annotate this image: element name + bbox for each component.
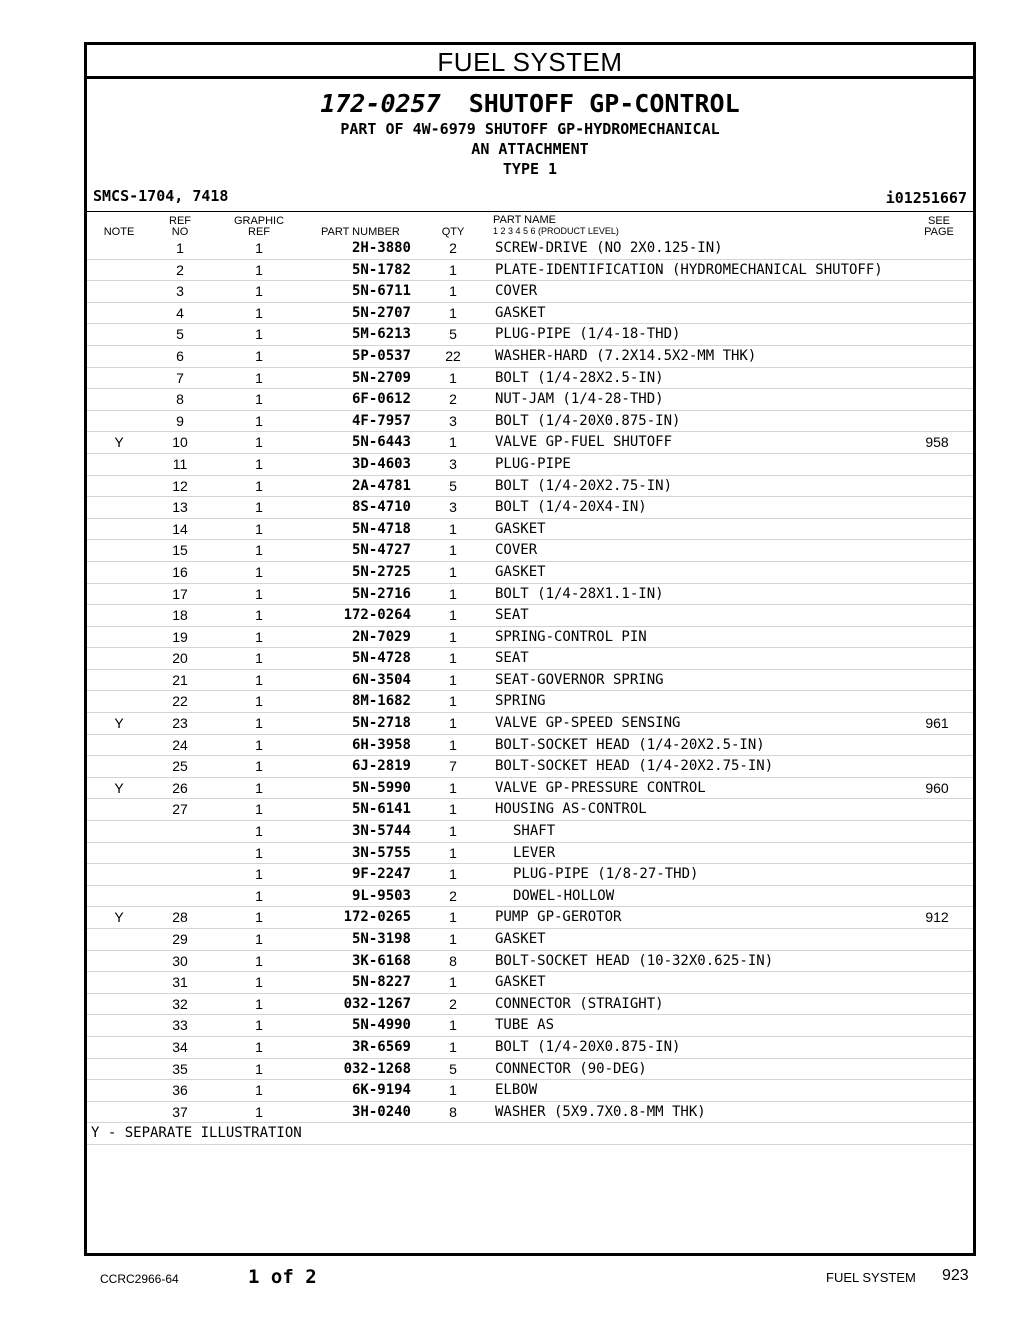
row-part-name: DOWEL-HOLLOW xyxy=(513,887,615,904)
row-part-name: BOLT (1/4-28X2.5-IN) xyxy=(495,369,664,386)
row-qty: 5 xyxy=(449,326,457,343)
row-part-name: GASKET xyxy=(495,931,546,947)
row-graphic-ref: 1 xyxy=(255,369,263,386)
col-see-top: SEE xyxy=(927,215,950,227)
row-part-number: 5N-8227 xyxy=(351,974,411,991)
row-part-number: 032-1267 xyxy=(343,995,411,1012)
row-ref-no: 36 xyxy=(172,1082,188,1099)
row-qty: 1 xyxy=(449,931,457,947)
table-row xyxy=(87,907,973,929)
row-part-number: 4F-7957 xyxy=(351,412,411,429)
row-part-name: WASHER (5X9.7X0.8-MM THK) xyxy=(495,1103,706,1120)
row-see-page: 960 xyxy=(925,779,949,796)
row-part-name: BOLT (1/4-20X0.875-IN) xyxy=(495,1038,681,1055)
row-ref-no: 16 xyxy=(172,563,188,580)
row-part-number: 5N-5990 xyxy=(351,779,411,796)
row-graphic-ref: 1 xyxy=(255,1103,263,1120)
row-qty: 5 xyxy=(449,1060,457,1077)
row-qty: 1 xyxy=(449,628,457,645)
col-part-number: PART NUMBER xyxy=(321,226,400,238)
col-graphic-top: GRAPHIC xyxy=(233,215,285,227)
row-graphic-ref: 1 xyxy=(255,715,263,732)
table-row xyxy=(87,324,973,346)
table-row xyxy=(87,540,973,562)
table-row xyxy=(87,497,973,519)
row-qty: 1 xyxy=(449,1082,457,1099)
table-row xyxy=(87,346,973,368)
row-ref-no: 20 xyxy=(172,650,188,667)
row-part-name: BOLT-SOCKET HEAD (1/4-20X2.75-IN) xyxy=(495,758,774,775)
row-ref-no: 11 xyxy=(172,455,188,472)
row-part-number: 5N-2707 xyxy=(351,304,411,321)
row-ref-no: 3 xyxy=(176,283,184,300)
row-graphic-ref: 1 xyxy=(255,455,263,472)
row-ref-no: 13 xyxy=(172,499,188,516)
table-row xyxy=(87,1037,973,1059)
row-part-number: 3D-4603 xyxy=(351,455,411,472)
row-part-name: COVER xyxy=(495,542,538,559)
page-of: 1 of 2 xyxy=(248,1266,317,1288)
row-part-name: COVER xyxy=(495,283,538,300)
row-graphic-ref: 1 xyxy=(255,823,263,840)
row-qty: 1 xyxy=(449,369,457,386)
row-ref-no: 15 xyxy=(172,542,188,559)
row-part-name: PLATE-IDENTIFICATION (HYDROMECHANICAL SHUTOFF) xyxy=(495,261,883,278)
row-part-number: 5N-4990 xyxy=(351,1017,411,1034)
row-part-number: 6N-3504 xyxy=(351,671,411,688)
row-part-number: 5N-4718 xyxy=(351,520,411,537)
row-graphic-ref: 1 xyxy=(255,607,263,624)
table-row xyxy=(87,562,973,584)
heading-line-1: PART OF 4W-6979 SHUTOFF GP-HYDROMECHANICAL xyxy=(340,120,720,138)
row-graphic-ref: 1 xyxy=(255,909,263,926)
row-qty: 1 xyxy=(449,563,457,580)
row-part-number: 5N-2709 xyxy=(351,369,411,386)
table-row xyxy=(87,605,973,627)
row-graphic-ref: 1 xyxy=(255,499,263,516)
row-part-number: 8S-4710 xyxy=(351,499,411,516)
row-graphic-ref: 1 xyxy=(255,866,263,883)
row-ref-no: 33 xyxy=(172,1017,188,1034)
row-qty: 1 xyxy=(449,1017,457,1034)
row-ref-no: 7 xyxy=(176,369,184,386)
group-heading xyxy=(87,89,973,179)
parts-table xyxy=(87,238,973,1145)
table-row xyxy=(87,648,973,670)
row-ref-no: 34 xyxy=(172,1038,188,1055)
row-part-number: 2H-3880 xyxy=(351,240,411,256)
group-name: SHUTOFF GP-CONTROL xyxy=(468,89,740,118)
row-graphic-ref: 1 xyxy=(255,391,263,408)
row-part-number: 6F-0612 xyxy=(351,391,411,408)
row-part-name: PLUG-PIPE (1/8-27-THD) xyxy=(513,866,699,883)
table-row xyxy=(87,432,973,454)
row-part-name: PLUG-PIPE (1/4-18-THD) xyxy=(495,326,681,343)
row-part-number: 3N-5755 xyxy=(351,844,411,861)
table-row xyxy=(87,994,973,1016)
row-ref-no: 17 xyxy=(172,585,188,602)
row-ref-no: 30 xyxy=(172,952,188,969)
row-graphic-ref: 1 xyxy=(255,477,263,494)
row-part-name: NUT-JAM (1/4-28-THD) xyxy=(495,391,664,408)
row-qty: 3 xyxy=(449,499,457,516)
table-row xyxy=(87,821,973,843)
row-part-number: 5N-2716 xyxy=(351,585,411,602)
table-row xyxy=(87,303,973,325)
row-ref-no: 21 xyxy=(172,671,188,688)
row-qty: 1 xyxy=(449,909,457,926)
section-title: FUEL SYSTEM xyxy=(87,45,973,79)
row-part-name: SEAT-GOVERNOR SPRING xyxy=(495,671,664,688)
row-part-name: BOLT (1/4-28X1.1-IN) xyxy=(495,585,664,602)
row-graphic-ref: 1 xyxy=(255,240,263,256)
table-row xyxy=(87,368,973,390)
row-qty: 1 xyxy=(449,779,457,796)
row-part-number: 5M-6213 xyxy=(351,326,411,343)
row-part-number: 9L-9503 xyxy=(351,887,411,904)
row-part-name: PLUG-PIPE xyxy=(495,455,571,472)
row-part-number: 3R-6569 xyxy=(351,1038,411,1055)
row-qty: 1 xyxy=(449,736,457,753)
row-part-name: WASHER-HARD (7.2X14.5X2-MM THK) xyxy=(495,347,757,364)
row-graphic-ref: 1 xyxy=(255,736,263,753)
table-row xyxy=(87,627,973,649)
row-graphic-ref: 1 xyxy=(255,434,263,451)
row-qty: 1 xyxy=(449,607,457,624)
table-row xyxy=(87,691,973,713)
table-row xyxy=(87,843,973,865)
row-note: Y xyxy=(114,434,124,451)
row-qty: 1 xyxy=(449,844,457,861)
row-part-number: 3N-5744 xyxy=(351,823,411,840)
footnote: Y - SEPARATE ILLUSTRATION xyxy=(91,1125,302,1142)
row-graphic-ref: 1 xyxy=(255,887,263,904)
row-graphic-ref: 1 xyxy=(255,931,263,947)
row-note: Y xyxy=(114,715,124,732)
row-graphic-ref: 1 xyxy=(255,585,263,602)
row-ref-no: 8 xyxy=(176,391,184,408)
row-qty: 1 xyxy=(449,801,457,818)
row-part-name: BOLT (1/4-20X0.875-IN) xyxy=(495,412,681,429)
table-row xyxy=(87,238,973,260)
row-part-number: 5N-1782 xyxy=(351,261,411,278)
row-graphic-ref: 1 xyxy=(255,801,263,818)
row-part-name: BOLT-SOCKET HEAD (10-32X0.625-IN) xyxy=(495,952,774,969)
row-qty: 1 xyxy=(449,283,457,300)
table-row xyxy=(87,929,973,951)
row-part-name: VALVE GP-FUEL SHUTOFF xyxy=(495,434,673,451)
row-graphic-ref: 1 xyxy=(255,844,263,861)
row-see-page: 958 xyxy=(925,434,949,451)
heading-line-2: AN ATTACHMENT xyxy=(471,140,589,158)
row-qty: 8 xyxy=(449,1103,457,1120)
row-graphic-ref: 1 xyxy=(255,261,263,278)
table-row xyxy=(87,972,973,994)
table-row xyxy=(87,713,973,735)
row-part-name: GASKET xyxy=(495,974,546,991)
table-row xyxy=(87,260,973,282)
row-qty: 2 xyxy=(449,995,457,1012)
table-row xyxy=(87,389,973,411)
table-row xyxy=(87,735,973,757)
row-qty: 7 xyxy=(449,758,457,775)
row-part-name: VALVE GP-PRESSURE CONTROL xyxy=(495,779,706,796)
row-ref-no: 37 xyxy=(172,1103,188,1120)
col-part-name: PART NAME xyxy=(493,214,556,226)
row-ref-no: 31 xyxy=(172,974,188,991)
row-graphic-ref: 1 xyxy=(255,304,263,321)
row-graphic-ref: 1 xyxy=(255,520,263,537)
row-ref-no: 1 xyxy=(176,240,184,256)
page-footer xyxy=(0,1266,1020,1290)
row-graphic-ref: 1 xyxy=(255,779,263,796)
row-part-number: 172-0264 xyxy=(343,607,411,624)
page-number: 923 xyxy=(942,1267,969,1284)
row-graphic-ref: 1 xyxy=(255,650,263,667)
row-qty: 1 xyxy=(449,1038,457,1055)
row-qty: 5 xyxy=(449,477,457,494)
table-row xyxy=(87,951,973,973)
row-part-number: 5N-6443 xyxy=(351,434,411,451)
row-part-number: 6K-9194 xyxy=(351,1082,411,1099)
row-part-name: SEAT xyxy=(495,607,529,624)
row-qty: 1 xyxy=(449,715,457,732)
row-graphic-ref: 1 xyxy=(255,326,263,343)
row-note: Y xyxy=(114,779,124,796)
row-note: Y xyxy=(114,909,124,926)
row-qty: 1 xyxy=(449,650,457,667)
row-graphic-ref: 1 xyxy=(255,1038,263,1055)
row-part-name: SPRING xyxy=(495,693,546,710)
row-qty: 1 xyxy=(449,693,457,710)
row-qty: 1 xyxy=(449,261,457,278)
row-ref-no: 27 xyxy=(172,801,188,818)
table-row xyxy=(87,1059,973,1081)
table-row xyxy=(87,1015,973,1037)
row-graphic-ref: 1 xyxy=(255,542,263,559)
table-row xyxy=(87,476,973,498)
row-qty: 1 xyxy=(449,823,457,840)
row-ref-no: 24 xyxy=(172,736,188,753)
row-graphic-ref: 1 xyxy=(255,671,263,688)
row-graphic-ref: 1 xyxy=(255,758,263,775)
row-qty: 2 xyxy=(449,391,457,408)
table-row xyxy=(87,584,973,606)
row-part-name: GASKET xyxy=(495,563,546,580)
row-part-number: 6J-2819 xyxy=(351,758,411,775)
row-part-name: CONNECTOR (90-DEG) xyxy=(495,1060,647,1077)
col-note: NOTE xyxy=(103,226,135,238)
table-row xyxy=(87,864,973,886)
row-qty: 22 xyxy=(445,347,461,364)
row-qty: 1 xyxy=(449,974,457,991)
row-graphic-ref: 1 xyxy=(255,283,263,300)
row-ref-no: 9 xyxy=(176,412,184,429)
table-row xyxy=(87,778,973,800)
row-ref-no: 19 xyxy=(172,628,188,645)
document-code: CCRC2966-64 xyxy=(100,1272,179,1286)
row-part-name: TUBE AS xyxy=(495,1017,555,1034)
row-part-name: SHAFT xyxy=(513,823,556,840)
row-see-page: 961 xyxy=(925,715,949,732)
row-ref-no: 14 xyxy=(172,520,188,537)
smcs-code: SMCS-1704, 7418 xyxy=(93,187,229,205)
row-qty: 1 xyxy=(449,520,457,537)
row-part-number: 172-0265 xyxy=(343,909,411,926)
row-part-number: 5P-0537 xyxy=(351,347,411,364)
row-part-name: CONNECTOR (STRAIGHT) xyxy=(495,995,664,1012)
row-ref-no: 4 xyxy=(176,304,184,321)
row-qty: 1 xyxy=(449,585,457,602)
row-part-number: 3H-0240 xyxy=(351,1103,411,1120)
row-ref-no: 12 xyxy=(172,477,188,494)
row-part-name: BOLT-SOCKET HEAD (1/4-20X2.5-IN) xyxy=(495,736,765,753)
col-graphic-bottom: REF xyxy=(248,226,270,238)
row-ref-no: 2 xyxy=(176,261,184,278)
table-row xyxy=(87,519,973,541)
smcs-row xyxy=(93,185,967,207)
row-ref-no: 5 xyxy=(176,326,184,343)
row-ref-no: 32 xyxy=(172,995,188,1012)
row-ref-no: 28 xyxy=(172,909,188,926)
row-qty: 1 xyxy=(449,671,457,688)
group-part-number: 172-0257 xyxy=(320,89,441,118)
illustration-id: i01251667 xyxy=(885,189,967,207)
row-part-number: 032-1268 xyxy=(343,1060,411,1077)
row-part-name: HOUSING AS-CONTROL xyxy=(495,801,647,818)
row-graphic-ref: 1 xyxy=(255,952,263,969)
table-row xyxy=(87,1080,973,1102)
row-graphic-ref: 1 xyxy=(255,1017,263,1034)
row-graphic-ref: 1 xyxy=(255,693,263,710)
col-ref-bottom: NO xyxy=(171,226,189,238)
table-row xyxy=(87,1102,973,1124)
row-part-number: 5N-2718 xyxy=(351,715,411,732)
row-part-number: 8M-1682 xyxy=(351,693,411,710)
row-part-name: GASKET xyxy=(495,304,546,321)
row-ref-no: 26 xyxy=(172,779,188,796)
row-ref-no: 18 xyxy=(172,607,188,624)
row-part-number: 5N-6141 xyxy=(351,801,411,818)
row-graphic-ref: 1 xyxy=(255,412,263,429)
page-frame xyxy=(84,42,976,1256)
row-part-number: 3K-6168 xyxy=(351,952,411,969)
row-graphic-ref: 1 xyxy=(255,563,263,580)
row-part-name: SCREW-DRIVE (NO 2X0.125-IN) xyxy=(495,240,723,256)
row-qty: 1 xyxy=(449,866,457,883)
row-qty: 1 xyxy=(449,304,457,321)
row-graphic-ref: 1 xyxy=(255,974,263,991)
col-see-bottom: PAGE xyxy=(924,226,954,238)
table-row xyxy=(87,756,973,778)
row-graphic-ref: 1 xyxy=(255,995,263,1012)
row-qty: 3 xyxy=(449,412,457,429)
footnote-row xyxy=(87,1123,973,1145)
row-part-number: 6H-3958 xyxy=(351,736,411,753)
row-ref-no: 29 xyxy=(172,931,188,947)
row-part-name: LEVER xyxy=(513,844,556,861)
table-row xyxy=(87,886,973,908)
row-ref-no: 6 xyxy=(176,347,184,364)
row-part-name: BOLT (1/4-20X4-IN) xyxy=(495,499,647,516)
row-part-number: 5N-4727 xyxy=(351,542,411,559)
row-part-number: 5N-2725 xyxy=(351,563,411,580)
row-ref-no: 23 xyxy=(172,715,188,732)
row-graphic-ref: 1 xyxy=(255,1082,263,1099)
row-part-name: SEAT xyxy=(495,650,529,667)
column-header xyxy=(87,211,973,241)
row-part-number: 5N-3198 xyxy=(351,931,411,947)
group-title xyxy=(87,89,973,119)
row-part-number: 9F-2247 xyxy=(351,866,411,883)
table-row xyxy=(87,454,973,476)
footer-system: FUEL SYSTEM xyxy=(826,1270,916,1285)
table-row xyxy=(87,799,973,821)
table-row xyxy=(87,281,973,303)
row-ref-no: 25 xyxy=(172,758,188,775)
table-row xyxy=(87,411,973,433)
row-qty: 2 xyxy=(449,887,457,904)
row-graphic-ref: 1 xyxy=(255,347,263,364)
row-part-number: 5N-4728 xyxy=(351,650,411,667)
col-qty: QTY xyxy=(441,226,465,238)
row-part-name: ELBOW xyxy=(495,1082,538,1099)
row-qty: 1 xyxy=(449,434,457,451)
row-graphic-ref: 1 xyxy=(255,628,263,645)
row-qty: 8 xyxy=(449,952,457,969)
col-ref-top: REF xyxy=(169,215,191,227)
row-part-number: 2A-4781 xyxy=(351,477,411,494)
row-ref-no: 10 xyxy=(172,434,188,451)
col-product-levels: 1 2 3 4 5 6 (PRODUCT LEVEL) xyxy=(493,226,619,236)
row-part-name: SPRING-CONTROL PIN xyxy=(495,628,647,645)
row-ref-no: 22 xyxy=(172,693,188,710)
row-qty: 3 xyxy=(449,455,457,472)
row-part-name: PUMP GP-GEROTOR xyxy=(495,909,622,926)
row-ref-no: 35 xyxy=(172,1060,188,1077)
row-part-number: 5N-6711 xyxy=(351,283,411,300)
row-part-name: BOLT (1/4-20X2.75-IN) xyxy=(495,477,673,494)
row-qty: 1 xyxy=(449,542,457,559)
row-qty: 2 xyxy=(449,240,457,256)
row-part-name: GASKET xyxy=(495,520,546,537)
row-part-number: 2N-7029 xyxy=(351,628,411,645)
row-graphic-ref: 1 xyxy=(255,1060,263,1077)
table-row xyxy=(87,670,973,692)
heading-line-3: TYPE 1 xyxy=(502,160,558,178)
row-part-name: VALVE GP-SPEED SENSING xyxy=(495,715,681,732)
row-see-page: 912 xyxy=(925,909,949,926)
